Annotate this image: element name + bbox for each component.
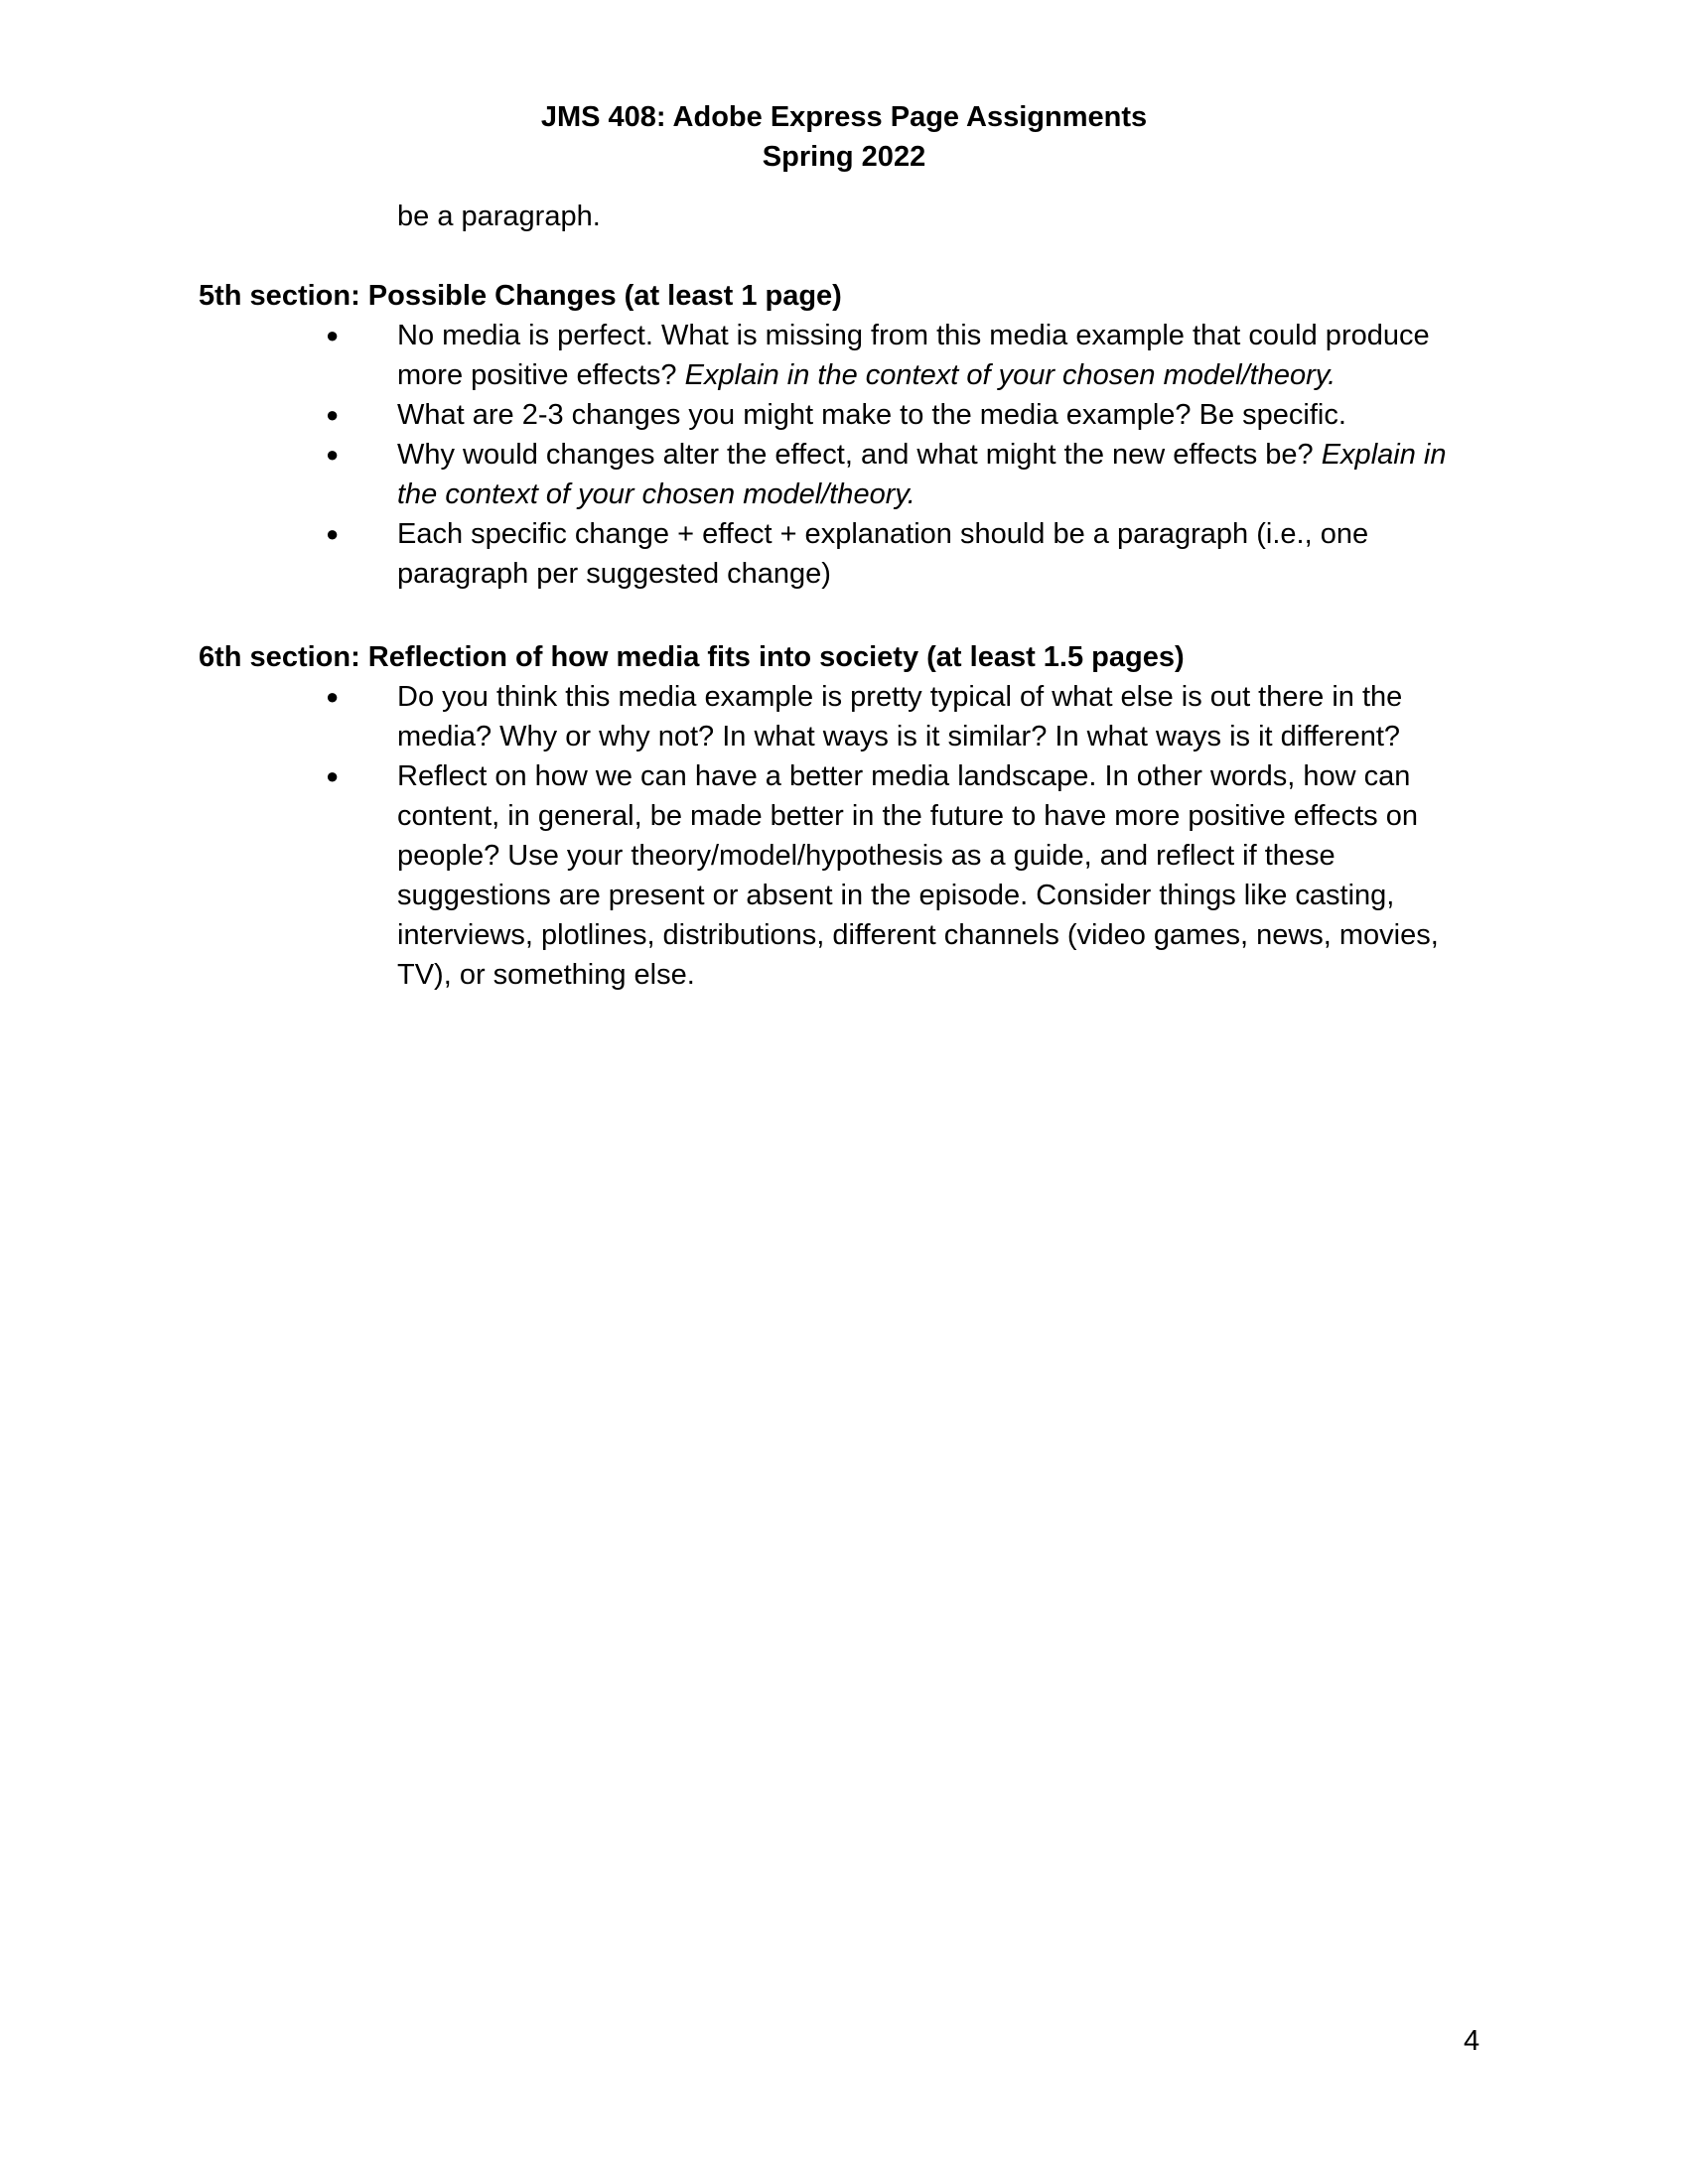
section-possible-changes: [199, 276, 1509, 594]
bullet-text: No media is perfect. What is missing from this media example that could produce more positive effects?: [397, 320, 1430, 391]
bullet-icon: ●: [326, 684, 340, 709]
bullet-italic-text: Explain in the context of your chosen model/theory.: [684, 359, 1336, 391]
list-item: [199, 514, 1489, 594]
bullet-icon: ●: [326, 442, 340, 467]
document-term: Spring 2022: [762, 141, 926, 173]
bullet-list: [199, 316, 1509, 594]
bullet-text: Each specific change + effect + explanation should be a paragraph (i.e., one paragraph per suggested change): [397, 518, 1369, 590]
list-item: [199, 677, 1489, 756]
bullet-text: What are 2-3 changes you might make to the media example? Be specific.: [397, 399, 1346, 431]
bullet-icon: ●: [326, 402, 340, 427]
page-number: 4: [1464, 2025, 1480, 2057]
list-item: [199, 316, 1489, 395]
list-item: [199, 756, 1489, 995]
bullet-text: Do you think this media example is pretty typical of what else is out there in the media? Why or why not? In what ways is it similar? In what ways is it different?: [397, 681, 1403, 752]
bullet-text: Why would changes alter the effect, and what might the new effects be?: [397, 439, 1322, 471]
continuation-text: be a paragraph.: [397, 201, 601, 232]
bullet-icon: ●: [326, 521, 340, 546]
bullet-list: [199, 677, 1509, 995]
list-item: [199, 395, 1489, 435]
bullet-icon: ●: [326, 323, 340, 347]
bullet-icon: ●: [326, 763, 340, 788]
page-header: [0, 97, 1688, 177]
list-item: [199, 435, 1489, 514]
section-heading: 5th section: Possible Changes (at least 1 page): [199, 280, 842, 312]
bullet-italic-text: Explain in the context of your chosen model/theory.: [397, 439, 1447, 510]
section-reflection: [199, 637, 1509, 995]
document-title: JMS 408: Adobe Express Page Assignments: [540, 101, 1148, 133]
section-heading: 6th section: Reflection of how media fits into society (at least 1.5 pages): [199, 641, 1185, 673]
bullet-text: Reflect on how we can have a better media landscape. In other words, how can content, in general, be made better in the future to have more positive effects on people? Use your theory/model/hypothesis as a guide, and reflect if these suggestions are present or absent in the episode. Consider things like casting, interviews, plotlines, distributions, different channels (video games, news, movies, TV), or something else.: [397, 760, 1439, 991]
